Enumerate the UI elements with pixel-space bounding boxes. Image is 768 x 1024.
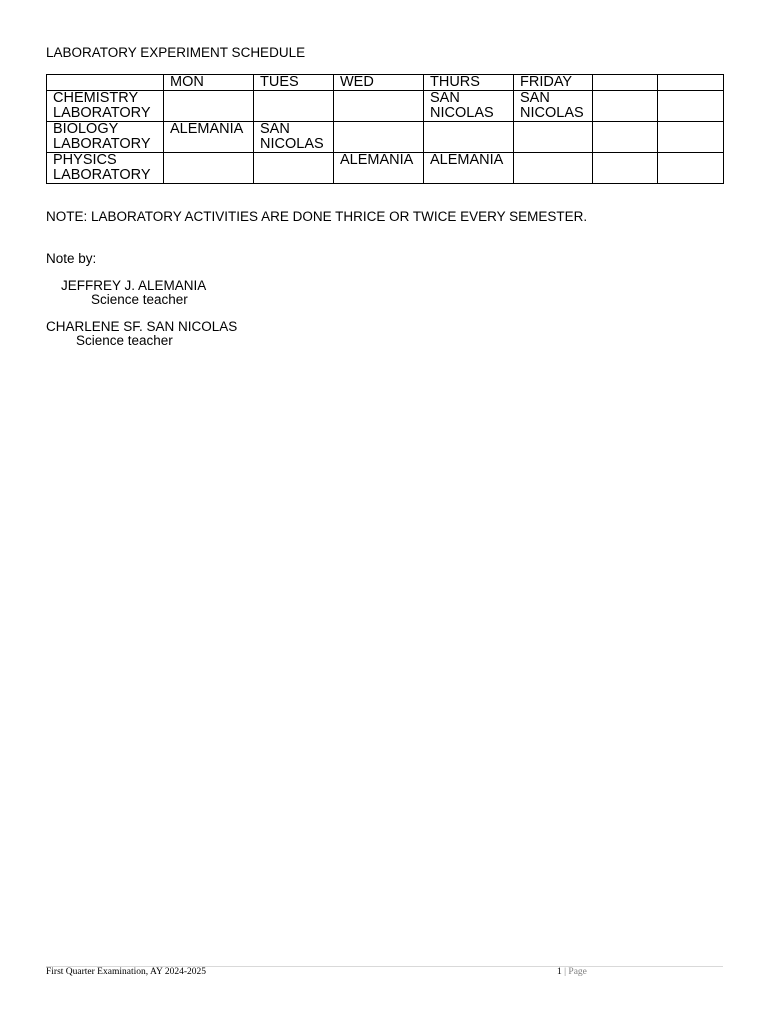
schedule-cell [658,122,724,153]
header-cell-friday: FRIDAY [514,75,593,91]
header-cell-wed: WED [334,75,424,91]
signatory-name: CHARLENE SF. SAN NICOLAS [46,319,238,334]
schedule-cell [658,153,724,184]
footer-page-indicator [557,967,587,978]
schedule-cell: SAN NICOLAS [424,91,514,122]
schedule-cell [658,91,724,122]
signatory-block [46,320,237,348]
signatory-role: Science teacher [76,333,173,348]
signatory-block [61,279,206,307]
header-cell-extra-1 [593,75,658,91]
schedule-cell [514,122,593,153]
schedule-cell: SAN NICOLAS [514,91,593,122]
schedule-cell [164,91,254,122]
lab-name-cell: PHYSICS LABORATORY [47,153,164,184]
schedule-cell: ALEMANIA [334,153,424,184]
table-row [47,91,724,122]
page-title: LABORATORY EXPERIMENT SCHEDULE [46,45,306,60]
schedule-cell [593,91,658,122]
table-row [47,153,724,184]
page-number: 1 [557,967,562,977]
page-separator: | [564,967,567,977]
schedule-cell: ALEMANIA [164,122,254,153]
header-cell-extra-2 [658,75,724,91]
signatory-name: JEFFREY J. ALEMANIA [61,278,207,293]
note-text: NOTE: LABORATORY ACTIVITIES ARE DONE THRICE OR TWICE EVERY SEMESTER. [46,209,588,224]
schedule-cell [254,153,334,184]
header-cell-tues: TUES [254,75,334,91]
schedule-cell: ALEMANIA [424,153,514,184]
schedule-cell [334,122,424,153]
header-cell-blank [47,75,164,91]
schedule-cell [593,153,658,184]
schedule-cell [514,153,593,184]
noted-by-label: Note by: [46,251,97,266]
signatory-role: Science teacher [91,292,188,307]
footer-exam-label: First Quarter Examination, AY 2024-2025 [46,967,206,977]
schedule-cell: SAN NICOLAS [254,122,334,153]
schedule-cell [593,122,658,153]
header-cell-mon: MON [164,75,254,91]
page-word: Page [568,967,587,977]
schedule-cell [424,122,514,153]
lab-name-cell: BIOLOGY LABORATORY [47,122,164,153]
schedule-cell [254,91,334,122]
schedule-cell [334,91,424,122]
schedule-cell [164,153,254,184]
table-row [47,122,724,153]
lab-name-cell: CHEMISTRY LABORATORY [47,91,164,122]
schedule-table [46,74,724,184]
schedule-header-row [47,75,724,91]
header-cell-thurs: THURS [424,75,514,91]
